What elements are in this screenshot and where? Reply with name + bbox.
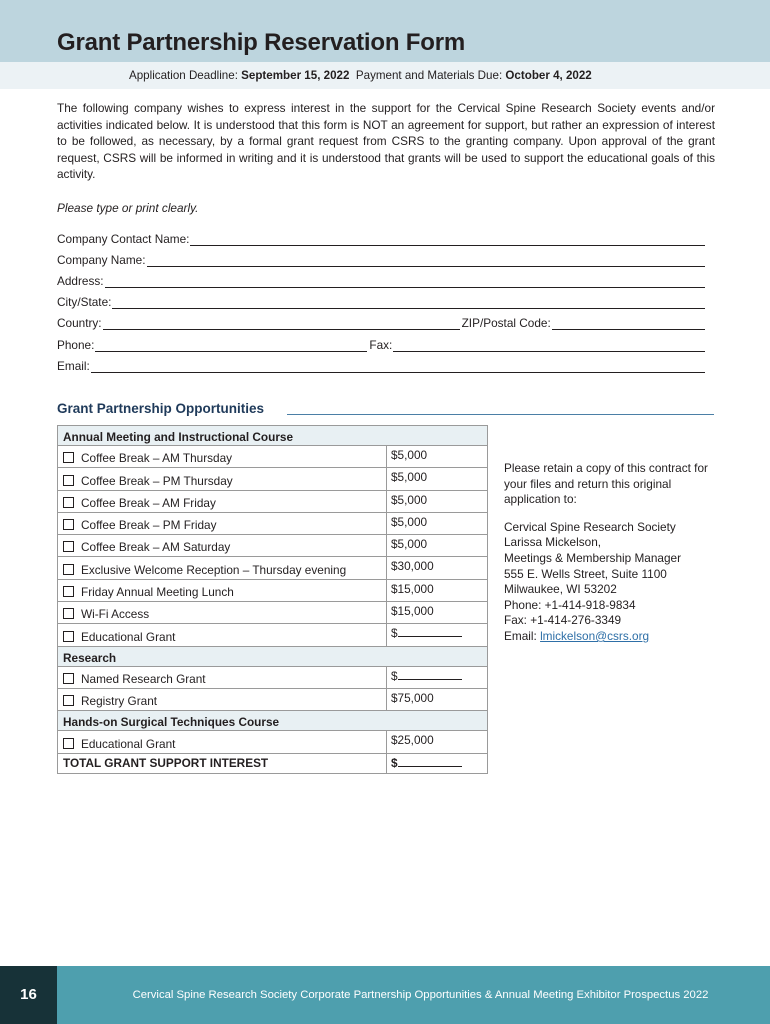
grant-row bbox=[58, 512, 488, 534]
print-note: Please type or print clearly. bbox=[57, 201, 199, 215]
company-contact-field[interactable] bbox=[57, 230, 705, 246]
grant-row bbox=[58, 579, 488, 601]
grant-item-label: Coffee Break – AM Thursday bbox=[81, 451, 233, 466]
grant-item-label: Wi-Fi Access bbox=[81, 607, 150, 622]
group-header-row bbox=[58, 646, 488, 666]
intro-paragraph: The following company wishes to express interest in the support for the Cervical Spine Research Society events and/or activities indicated below. It is understood that this form is NOT an agreement for support, but rather an expression of interest to be followed, as necessary, by a formal grant request from CSRS to the granting company. Upon approval of the grant request, CSRS will be informed in writing and it is understood that grants will be used to support the educational goals of this activity. bbox=[57, 101, 715, 182]
contact-person: Larissa Mickelson, bbox=[504, 535, 602, 550]
grant-amount-cell bbox=[387, 688, 488, 710]
grant-amount: $5,000 bbox=[391, 492, 428, 507]
grant-checkbox[interactable] bbox=[63, 475, 74, 486]
return-instructions bbox=[504, 461, 719, 645]
group-header: Research bbox=[58, 646, 488, 666]
grant-checkbox[interactable] bbox=[63, 586, 74, 597]
grant-item-cell bbox=[58, 512, 387, 534]
contact-city: Milwaukee, WI 53202 bbox=[504, 582, 617, 597]
country-label: Country: bbox=[57, 316, 102, 330]
contact-email-line bbox=[504, 629, 719, 645]
grant-row bbox=[58, 446, 488, 468]
grant-amount-cell bbox=[387, 557, 488, 579]
grant-row bbox=[58, 535, 488, 557]
contact-fax: Fax: +1-414-276-3349 bbox=[504, 613, 622, 628]
grant-item-label: Educational Grant bbox=[81, 736, 176, 751]
grant-item-label: Coffee Break – PM Friday bbox=[81, 518, 217, 533]
grant-item-cell bbox=[58, 490, 387, 512]
grant-row bbox=[58, 490, 488, 512]
company-name-label: Company Name: bbox=[57, 253, 146, 267]
city-state-line[interactable] bbox=[112, 297, 705, 309]
contact-phone: Phone: +1-414-918-9834 bbox=[504, 597, 636, 612]
grant-amount: $ bbox=[391, 668, 398, 683]
contact-email-link[interactable]: lmickelson@csrs.org bbox=[540, 628, 650, 643]
group-header: Hands-on Surgical Techniques Course bbox=[58, 711, 488, 731]
grant-row bbox=[58, 557, 488, 579]
fax-line[interactable] bbox=[393, 340, 705, 352]
address-field[interactable] bbox=[57, 272, 705, 288]
page-title: Grant Partnership Reservation Form bbox=[57, 29, 465, 56]
country-zip-field[interactable] bbox=[57, 314, 705, 330]
grant-amount: $25,000 bbox=[391, 733, 434, 748]
grant-table bbox=[57, 425, 488, 774]
grant-amount-cell bbox=[387, 490, 488, 512]
grant-row bbox=[58, 624, 488, 646]
grant-amount-cell bbox=[387, 446, 488, 468]
grant-amount: $ bbox=[391, 626, 398, 641]
grant-amount-cell bbox=[387, 468, 488, 490]
grant-item-cell bbox=[58, 535, 387, 557]
grant-checkbox[interactable] bbox=[63, 519, 74, 530]
total-amount: $ bbox=[391, 756, 398, 771]
company-contact-label: Company Contact Name: bbox=[57, 232, 190, 246]
grant-amount-cell bbox=[387, 602, 488, 624]
grant-item-label: Registry Grant bbox=[81, 694, 158, 709]
group-header: Annual Meeting and Instructional Course bbox=[58, 426, 488, 446]
total-blank-line[interactable] bbox=[398, 757, 462, 767]
grant-row bbox=[58, 468, 488, 490]
grant-amount-cell bbox=[387, 512, 488, 534]
grant-item-cell bbox=[58, 446, 387, 468]
grant-item-cell bbox=[58, 602, 387, 624]
retain-instruction: Please retain a copy of this contract for your files and return this original application to: bbox=[504, 461, 708, 507]
grant-amount: $5,000 bbox=[391, 537, 428, 552]
zip-label: ZIP/Postal Code: bbox=[461, 316, 551, 330]
phone-fax-field[interactable] bbox=[57, 336, 705, 352]
grant-checkbox[interactable] bbox=[63, 608, 74, 619]
grant-item-label: Friday Annual Meeting Lunch bbox=[81, 585, 234, 600]
company-contact-line[interactable] bbox=[190, 234, 705, 246]
amount-blank-line[interactable] bbox=[398, 670, 462, 680]
grant-amount: $15,000 bbox=[391, 581, 434, 596]
grant-row bbox=[58, 602, 488, 624]
grant-item-cell bbox=[58, 666, 387, 688]
phone-line[interactable] bbox=[95, 340, 367, 352]
amount-blank-line[interactable] bbox=[398, 627, 462, 637]
grant-amount: $30,000 bbox=[391, 559, 434, 574]
due-date: October 4, 2022 bbox=[505, 69, 592, 82]
group-header-row bbox=[58, 711, 488, 731]
grant-amount: $75,000 bbox=[391, 690, 434, 705]
grant-item-label: Coffee Break – AM Friday bbox=[81, 495, 216, 510]
email-line[interactable] bbox=[91, 361, 705, 373]
contact-org: Cervical Spine Research Society bbox=[504, 519, 676, 534]
grant-item-label: Named Research Grant bbox=[81, 671, 206, 686]
city-state-field[interactable] bbox=[57, 293, 705, 309]
grant-amount: $15,000 bbox=[391, 604, 434, 619]
grant-item-label: Coffee Break – AM Saturday bbox=[81, 540, 231, 555]
grant-item-cell bbox=[58, 624, 387, 646]
grant-checkbox[interactable] bbox=[63, 695, 74, 706]
contact-role: Meetings & Membership Manager bbox=[504, 550, 682, 565]
email-field[interactable] bbox=[57, 357, 705, 373]
grant-item-label: Educational Grant bbox=[81, 629, 176, 644]
grant-item-cell bbox=[58, 557, 387, 579]
grant-checkbox[interactable] bbox=[63, 452, 74, 463]
grant-amount: $5,000 bbox=[391, 514, 428, 529]
deadline-prefix: Application Deadline: bbox=[129, 69, 242, 82]
page-number: 16 bbox=[20, 986, 37, 1003]
grant-row bbox=[58, 666, 488, 688]
grant-item-cell bbox=[58, 731, 387, 753]
contact-email-prefix: Email: bbox=[504, 628, 541, 643]
grant-amount-cell bbox=[387, 731, 488, 753]
company-name-line[interactable] bbox=[147, 255, 705, 267]
address-line[interactable] bbox=[105, 276, 705, 288]
section-title: Grant Partnership Opportunities bbox=[57, 401, 265, 416]
grant-checkbox[interactable] bbox=[63, 673, 74, 684]
grant-checkbox[interactable] bbox=[63, 738, 74, 749]
section-rule bbox=[287, 414, 714, 415]
grant-item-cell bbox=[58, 688, 387, 710]
grant-row bbox=[58, 688, 488, 710]
deadline-date: September 15, 2022 bbox=[241, 69, 350, 82]
group-header-row bbox=[58, 426, 488, 446]
total-row bbox=[58, 753, 488, 773]
fax-label: Fax: bbox=[369, 338, 393, 352]
grant-item-label: Coffee Break – PM Thursday bbox=[81, 473, 233, 488]
grant-checkbox[interactable] bbox=[63, 541, 74, 552]
grant-amount-cell bbox=[387, 579, 488, 601]
due-prefix: Payment and Materials Due: bbox=[355, 69, 506, 82]
city-state-label: City/State: bbox=[57, 295, 112, 309]
grant-amount: $5,000 bbox=[391, 470, 428, 485]
grant-item-cell bbox=[58, 468, 387, 490]
grant-amount-cell bbox=[387, 624, 488, 646]
grant-amount-cell bbox=[387, 535, 488, 557]
total-label: TOTAL GRANT SUPPORT INTEREST bbox=[58, 753, 387, 773]
footer-text: Cervical Spine Research Society Corporate Partnership Opportunities & Annual Meeting Exhibitor Prospectus 2022 bbox=[132, 989, 709, 1001]
grant-checkbox[interactable] bbox=[63, 564, 74, 575]
total-amount-cell bbox=[387, 753, 488, 773]
grant-amount: $5,000 bbox=[391, 448, 428, 462]
zip-line[interactable] bbox=[552, 318, 705, 330]
country-line[interactable] bbox=[103, 318, 460, 330]
grant-row bbox=[58, 731, 488, 753]
deadline-line bbox=[129, 69, 592, 82]
contact-street: 555 E. Wells Street, Suite 1100 bbox=[504, 566, 667, 581]
grant-checkbox[interactable] bbox=[63, 631, 74, 642]
grant-item-label: Exclusive Welcome Reception – Thursday evening bbox=[81, 562, 347, 577]
company-name-field[interactable] bbox=[57, 251, 705, 267]
email-label: Email: bbox=[57, 359, 90, 373]
grant-checkbox[interactable] bbox=[63, 497, 74, 508]
address-label: Address: bbox=[57, 274, 104, 288]
grant-amount-cell bbox=[387, 666, 488, 688]
grant-item-cell bbox=[58, 579, 387, 601]
phone-label: Phone: bbox=[57, 338, 95, 352]
